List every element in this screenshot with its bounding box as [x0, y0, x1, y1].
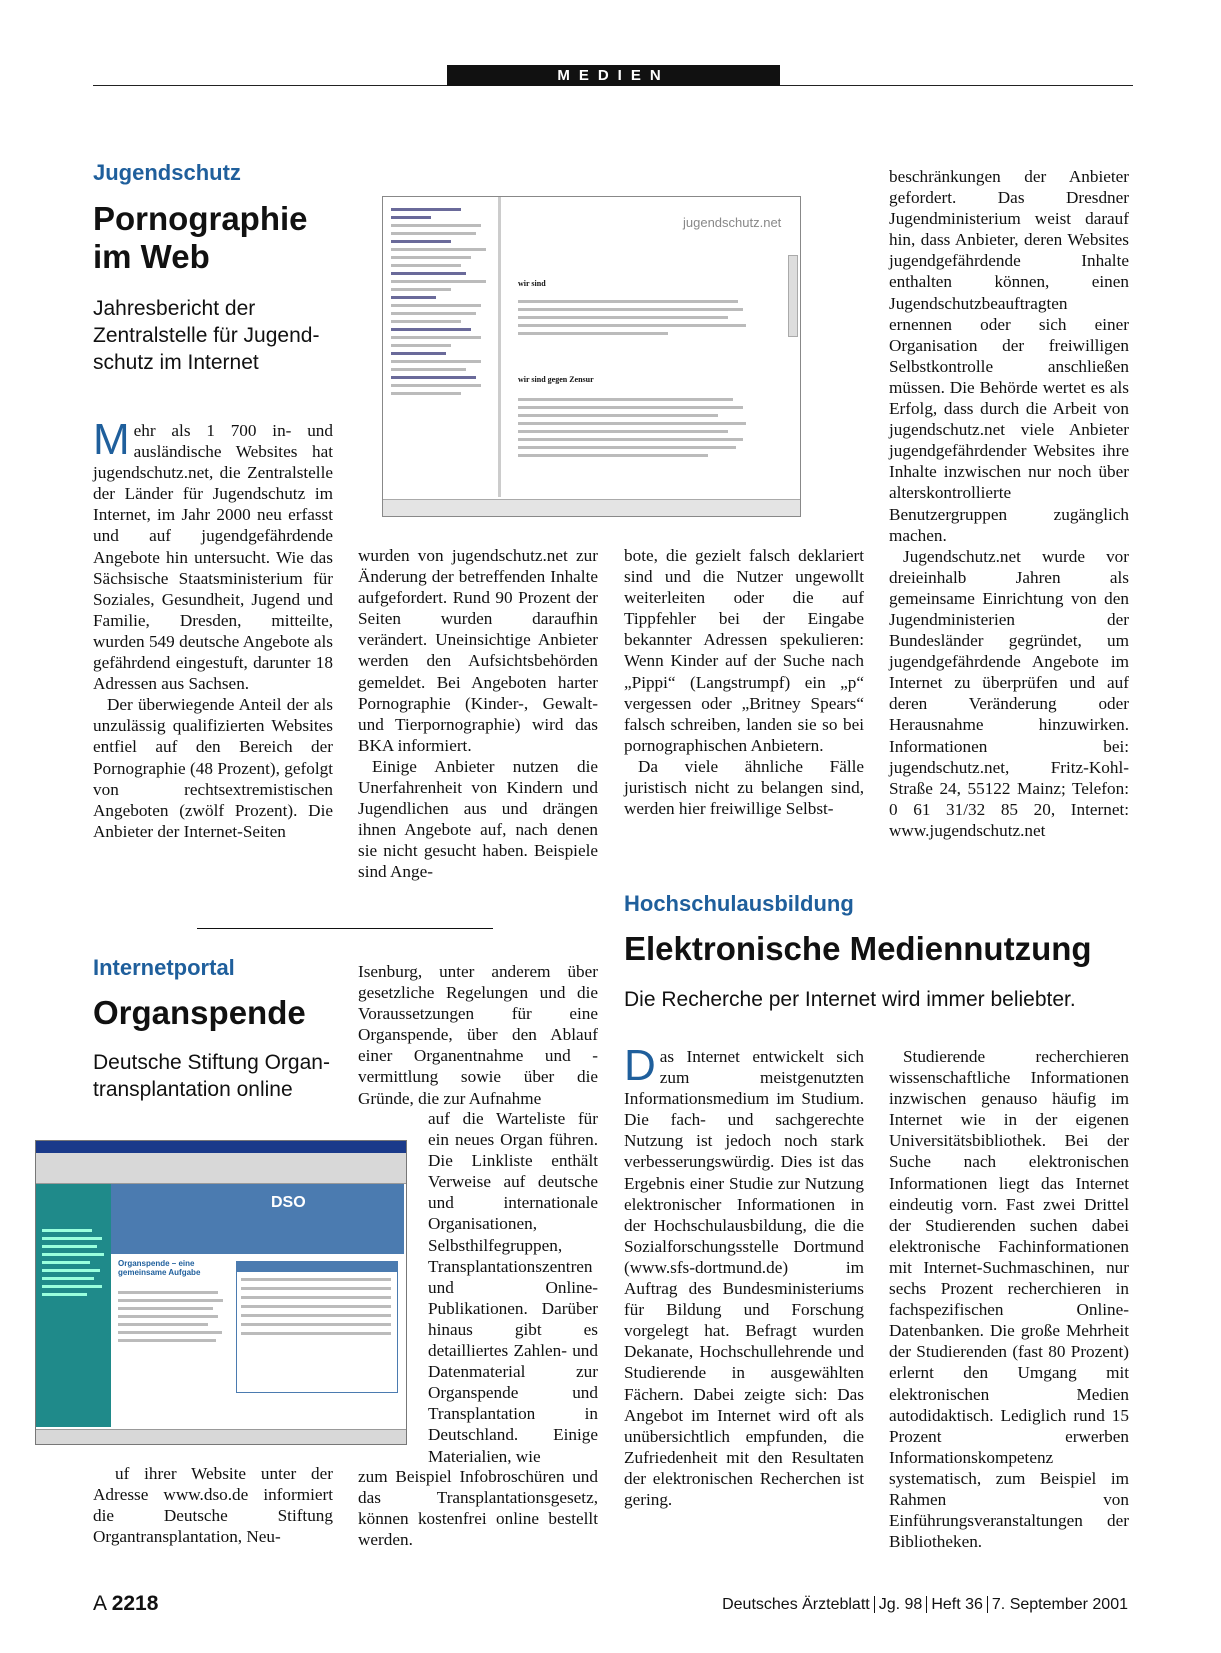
- article3-col2: [889, 1046, 1129, 1552]
- article1-col2: [358, 545, 598, 883]
- article1-col3-p2: Da viele ähnliche Fälle juristisch nicht zu belangen sind, werden hier freiwillige Selbst-: [624, 756, 864, 819]
- article1-col4: [889, 166, 1129, 841]
- article1-col3-p1: bote, die gezielt falsch deklariert sind und die Nutzer ungewollt weiterleiten oder die auf Tippfehler bei der Eingabe bekannter Adressen spekulieren: Wenn Kinder auf der Suche nach „Pippi“ (Langstrumpf) ein „p“ vergessen oder „Britney Spears“ falsch schreiben, landen sie so bei pornographischen Anbietern.: [624, 546, 864, 755]
- article1-deck-line1: Jahresbericht der: [93, 297, 256, 320]
- screenshot-banner: [111, 1184, 404, 1254]
- article1-deck: [93, 295, 343, 376]
- article1-col4-p1: beschränkungen der Anbieter gefordert. Das Dresdner Jugendministerium weist darauf hin, dass Anbieter, deren Websites jugendgefährdende Inhalte enthalten können, einen Jugendschutzbeauftragten ernennen oder sich einer Organisation der freiwilligen Selbstkontrolle anschließen müssen. Die Behörde wertet es als Erfolg, dass durch die Arbeit von jugendschutz.net viele Anbieter jugendgefährdender Websites ihre Inhalte inzwischen nur noch über alterskontrollierte Benutzergruppen zugänglich machen.: [889, 167, 1129, 545]
- article1-kicker: Jugendschutz: [93, 160, 241, 185]
- article3-col1-text: as Internet entwickelt sich zum meistgenutzten Informationsmedium im Studium. Die fach- und sachgerechte Nutzung ist jedoch noch stark verbesserungswürdig. Dies ist das Ergebnis einer Studie zur Nutzung elektronischer Informationen in der Hochschulausbildung, die die Sozialforschungsstelle Dortmund (www.sfs-dortmund.de) im Auftrag des Bundesministeriums für Bildung und Forschung vorgelegt hat. Befragt wurden Dekanate, Hochschullehrende und Studierende in ausgewählten Fächern. Dabei zeigte sich: Das Angebot im Internet wird oft als unübersichtlich empfunden, die Zufriedenheit mit den Resultaten der elektronischen Recherchen ist gering.: [624, 1047, 864, 1509]
- article3-deck: Die Recherche per Internet wird immer beliebter.: [624, 988, 1076, 1011]
- journal-issue: Heft 36: [931, 1596, 983, 1613]
- article3-col1: [624, 1041, 864, 1510]
- article3-drop-cap: D: [624, 1041, 656, 1090]
- screenshot-label-2: wir sind gegen Zensur: [518, 375, 594, 384]
- article2-deck: [93, 1049, 343, 1103]
- journal-date: 7. September 2001: [991, 1596, 1128, 1613]
- article2-deck-line2: transplantation online: [93, 1078, 293, 1101]
- page-number: [93, 1592, 158, 1616]
- jugendschutz-screenshot: [382, 196, 801, 517]
- screenshot-titlebar: [36, 1141, 406, 1153]
- screenshot-text-1: [518, 295, 748, 340]
- article3-kicker: Hochschulausbildung: [624, 891, 854, 916]
- article2-deck-line1: Deutsche Stiftung Organ-: [93, 1051, 330, 1074]
- page-prefix: A: [93, 1592, 106, 1615]
- article1-col4-p2: Jugendschutz.net wurde vor dreieinhalb Jahren als gemeinsame Einrichtung von den Jugendministerien der Bundesländer gegründet, um jugendgefährdende Angebote im Internet zu überprüfen und auf deren Veränderung oder Herausnahme hinzuwirken. Informationen bei: jugendschutz.net, Fritz-Kohl-Straße 24, 55122 Mainz; Telefon: 0 61 31/32 85 20, Internet: www.jugendschutz.net: [889, 546, 1129, 840]
- article2-kicker: Internetportal: [93, 955, 235, 980]
- screenshot-table: [236, 1261, 398, 1393]
- article-divider: [197, 928, 493, 929]
- journal-volume: Jg. 98: [878, 1596, 923, 1613]
- article3-col2-text: Studierende recherchieren wissenschaftliche Informationen inzwischen genauso häufig im Internet wie in der eigenen Universitätsbibliothek. Bei der Suche nach elektronischen Informationen liegt das Internet eindeutig vorn. Fast zwei Drittel der Studierenden suchen dabei elektronische Fachinformationen mit Internet-Suchmaschinen, nur sechs Prozent recherchieren in fachspezifischen Online-Datenbanken. Die große Mehrheit der Studierenden (fast 80 Prozent) erlernt den Umgang mit elektronischen Medien autodidaktisch. Lediglich rund 15 Prozent erwerben Informationskompetenz systematisch, zum Beispiel im Rahmen von Einführungsveranstaltungen der Bibliotheken.: [889, 1047, 1129, 1552]
- article2-col2-top: Isenburg, unter anderem über gesetzliche Regelungen und die Voraussetzungen für eine Organspende, über den Ablauf einer Organentnahme und -vermittlung sowie über die Gründe, die zur Aufnahme: [358, 962, 598, 1108]
- article1-col3: [624, 545, 864, 819]
- screenshot-status: [36, 1429, 406, 1444]
- screenshot-sidebar: [383, 197, 501, 497]
- screenshot-label-1: wir sind: [518, 279, 546, 288]
- article2-col2-bottom: zum Beispiel Infobroschüren und das Transplantationsgesetz, können kostenfrei online bestellt werden.: [358, 1467, 598, 1550]
- screenshot-scrollbar: [788, 255, 798, 337]
- screenshot-dso-logo: DSO: [271, 1194, 306, 1211]
- article1-col2-p1: wurden von jugendschutz.net zur Änderung der betreffenden Inhalte aufgefordert. Rund 90 Prozent der Seiten wurden daraufhin verändert. Uneinsichtige Anbieter werden den Aufsichtsbehörden gemeldet. Bei Angeboten harter Pornographie (Kinder-, Gewalt- und Tierpornographie) wird das BKA informiert.: [358, 546, 598, 755]
- screenshot-statusbar: [383, 499, 800, 516]
- screenshot-toolbar: [36, 1153, 406, 1184]
- article2-col1: uf ihrer Website unter der Adresse www.dso.de informiert die Deutsche Stiftung Organtransplantation, Neu-: [93, 1464, 333, 1547]
- journal-footer: [722, 1596, 1128, 1614]
- article1-col1: [93, 415, 333, 842]
- article1-col1-p1: ehr als 1 700 in- und ausländische Websites hat jugendschutz.net, die Zentralstelle der Länder für Jugendschutz im Internet, im Jahr 2000 neu erfasst und auf jugendgefährdende Angebote hin untersucht. Wie das Sächsische Staatsministerium für Soziales, Gesundheit, Jugend und Familie, Dresden, mitteilte, wurden 549 deutsche Angebote als gefährdend eingestuft, darunter 18 Adressen aus Sachsen.: [93, 421, 333, 694]
- article3-headline: Elektronische Mediennutzung: [624, 930, 1092, 967]
- screenshot-logo: jugendschutz.net: [683, 215, 782, 230]
- journal-name: Deutsches Ärzteblatt: [722, 1596, 870, 1613]
- screenshot-body: [118, 1286, 228, 1347]
- page-number-value: 2218: [111, 1592, 159, 1615]
- article1-deck-line2: Zentralstelle für Jugend-: [93, 324, 320, 347]
- article2-headline: Organspende: [93, 994, 306, 1031]
- article1-deck-line3: schutz im Internet: [93, 351, 259, 374]
- article1-headline-line2: im Web: [93, 238, 210, 275]
- article1-col1-p2: Der überwiegende Anteil der als unzulässig qualifizierten Websites entfiel auf den Bereich der Pornographie (48 Prozent), gefolgt von rechtsextremistischen Angeboten (zwölf Prozent). Die Anbieter der Internet-Seiten: [93, 695, 333, 841]
- article1-headline-line1: Pornographie: [93, 200, 308, 237]
- screenshot-text-2: [518, 393, 748, 462]
- article1-col2-p2: Einige Anbieter nutzen die Unerfahrenheit von Kindern und Jugendlichen aus und drängen ihnen Angebote auf, nach denen sie nicht gesucht haben. Beispiele sind Ange-: [358, 756, 598, 882]
- screenshot-nav: [36, 1184, 111, 1427]
- dso-screenshot: [35, 1140, 407, 1445]
- section-tag: MEDIEN: [447, 65, 780, 86]
- screenshot-heading: Organspende – eine gemeinsame Aufgabe: [118, 1259, 201, 1277]
- article1-headline: [93, 200, 308, 276]
- article1-drop-cap: M: [93, 415, 130, 464]
- article2-col2-narrow: auf die Warteliste für ein neues Organ führen. Die Linkliste enthält Verweise auf deutsche und internationale Organisationen, Selbsthilfegruppen, Transplantationszentren und Online-Publikationen. Darüber hinaus gibt es detailliertes Zahlen- und Datenmaterial zur Organspende und Transplantation in Deutschland. Einige Materialien, wie: [428, 1109, 598, 1466]
